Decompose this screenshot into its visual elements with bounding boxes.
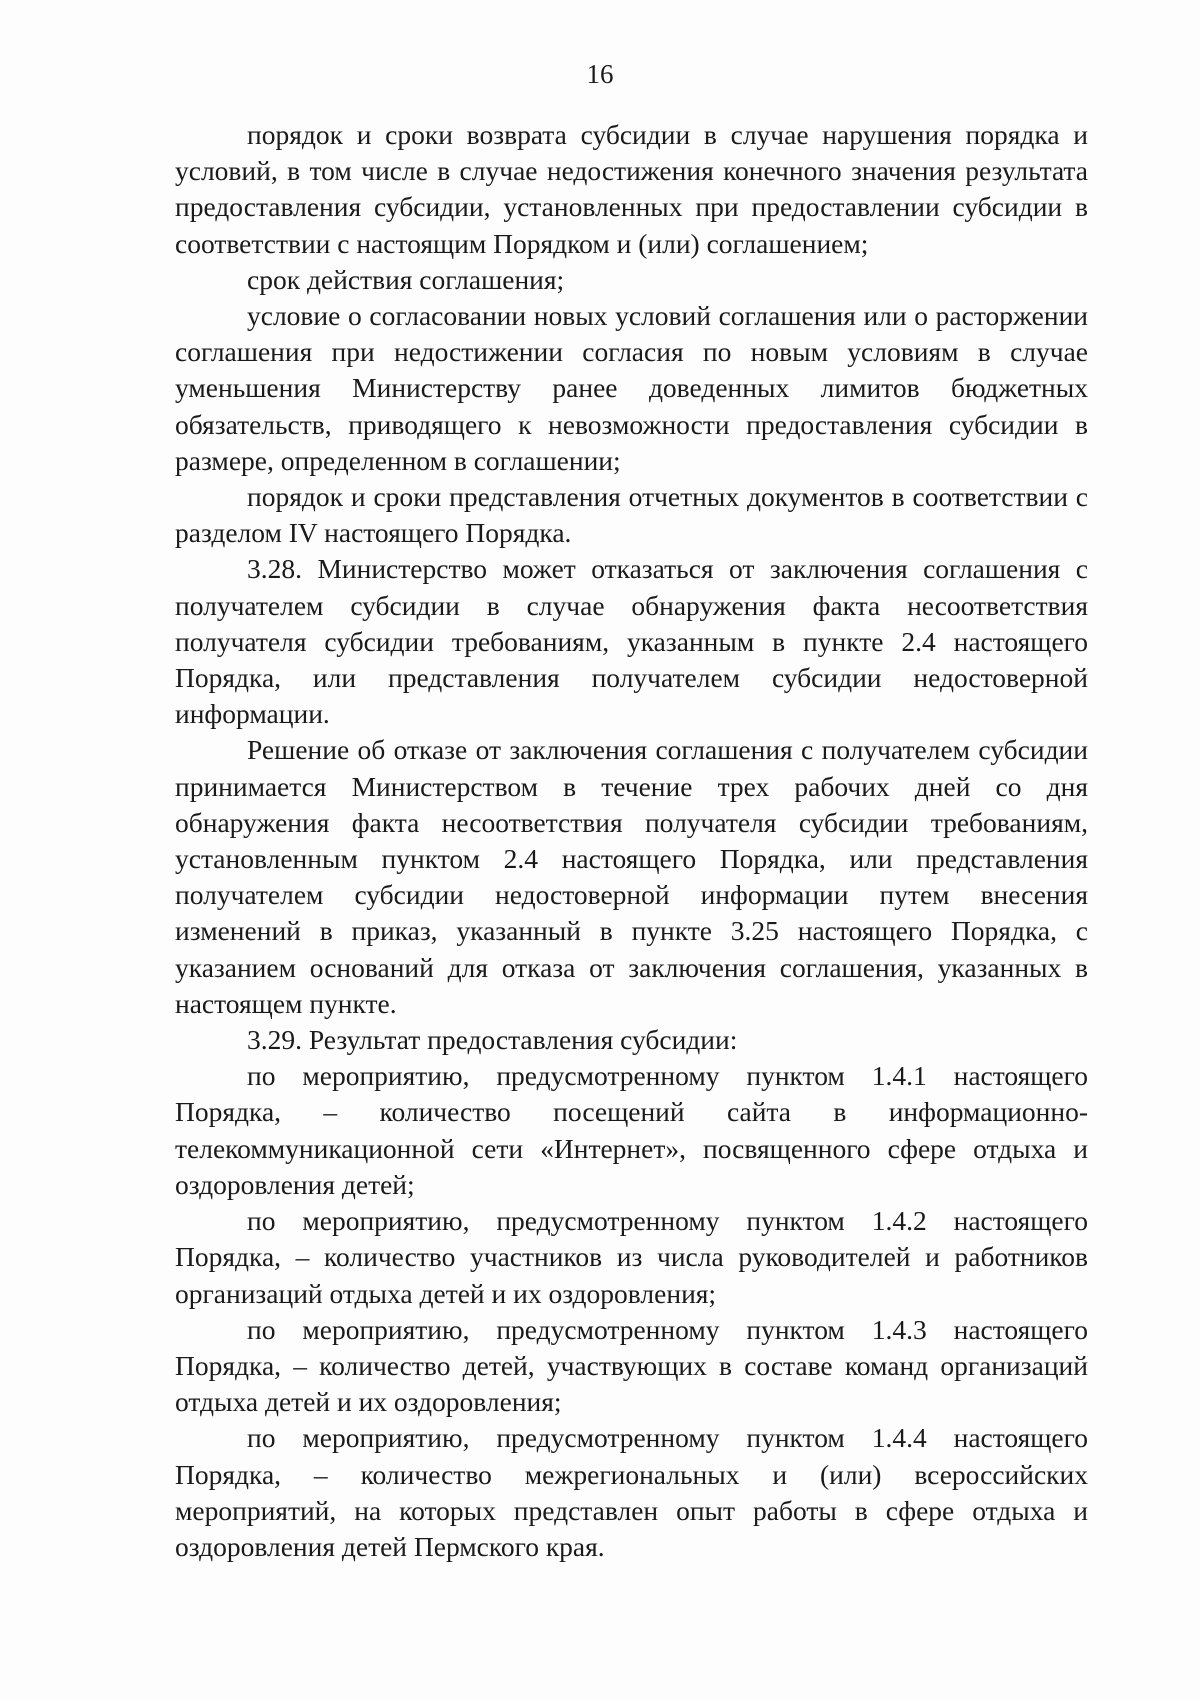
paragraph-result-1-4-4: по мероприятию, предусмотренному пунктом 1.4.4 настоящего Порядка, – количество межрегиональных и (или) всероссийских мероприятий, на которых представлен опыт работы в сфере отдыха и оздоровления детей Пермского края. [175, 1422, 1088, 1562]
paragraph-agreement-term: срок действия соглашения; [247, 263, 565, 295]
page-number: 16 [586, 59, 614, 89]
paragraph-3-28: 3.28. Министерство может отказаться от заключения соглашения с получателем субсидии в случае обнаружения факта несоответствия получателя субсидии требованиям, указанным в пункте 2.4 настоящего Порядка, или представления получателем субсидии недостоверной информации. [175, 553, 1088, 730]
paragraph-result-1-4-2: по мероприятию, предусмотренному пунктом 1.4.2 настоящего Порядка, – количество участников из числа руководителей и работников организаций отдыха детей и их оздоровления; [175, 1205, 1088, 1309]
paragraph-result-1-4-1: по мероприятию, предусмотренному пунктом 1.4.1 настоящего Порядка, – количество посещений сайта в информационно-телекоммуникационной сети «Интернет», посвященного сфере отдыха и оздоровления детей; [175, 1060, 1088, 1200]
paragraph-refusal-decision: Решение об отказе от заключения соглашения с получателем субсидии принимается Министерством в течение трех рабочих дней со дня обнаружения факта несоответствия получателя субсидии требованиям, установленным пунктом 2.4 настоящего Порядка, или представления получателем субсидии недостоверной информации путем внесения изменений в приказ, указанный в пункте 3.25 настоящего Порядка, с указанием оснований для отказа от заключения соглашения, указанных в настоящем пункте. [175, 734, 1088, 1019]
paragraph-result-1-4-3: по мероприятию, предусмотренному пунктом 1.4.3 настоящего Порядка, – количество детей, участвующих в составе команд организаций отдыха детей и их оздоровления; [175, 1313, 1088, 1418]
paragraph-new-conditions: условие о согласовании новых условий соглашения или о расторжении соглашения при недостижении согласия по новым условиям в случае уменьшения Министерству ранее доведенных лимитов бюджетных обязательств, приводящего к невозможности предоставления субсидии в размере, определенном в соглашении; [175, 300, 1088, 476]
paragraph-reporting: порядок и сроки представления отчетных документов в соответствии с разделом IV настоящего Порядка. [175, 481, 1088, 549]
paragraph-return-procedure: порядок и сроки возврата субсидии в случае нарушения порядка и условий, в том числе в случае недостижения конечного значения результата предоставления субсидии, установленных при предоставлении субсидии в соответствии с настоящим Порядком и (или) соглашением; [175, 119, 1088, 259]
document-body [175, 117, 1088, 1565]
paragraph-3-29: 3.29. Результат предоставления субсидии: [247, 1024, 738, 1056]
